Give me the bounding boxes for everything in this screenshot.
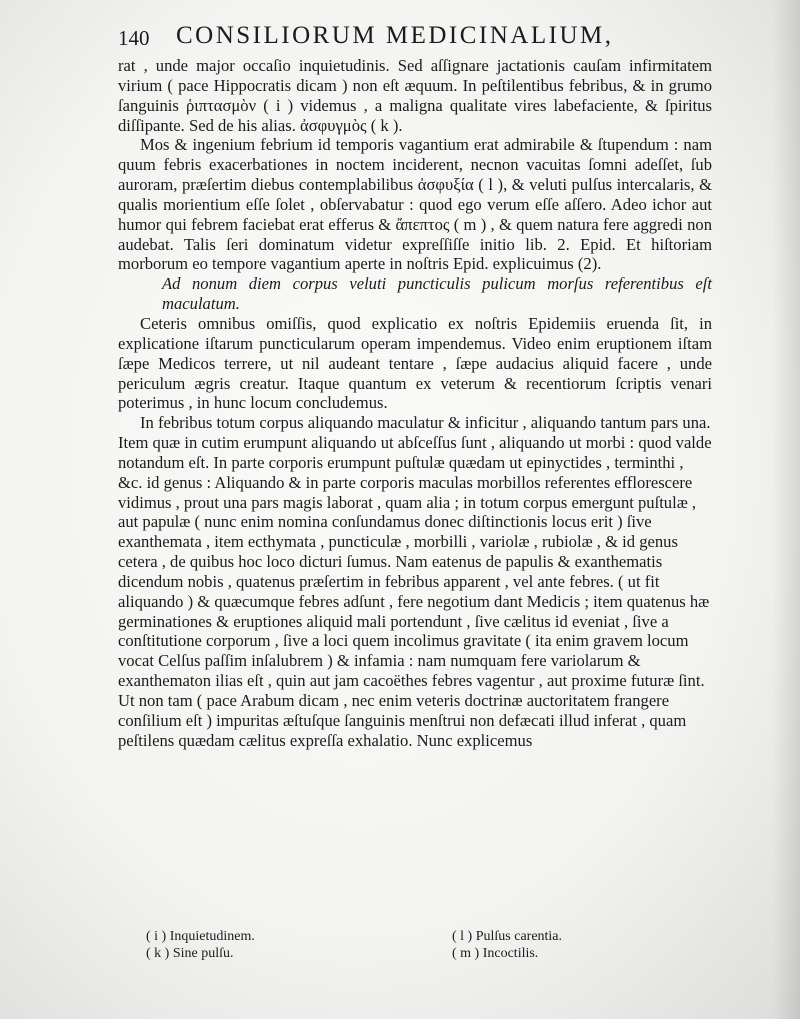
aphorism-quote: Ad nonum diem corpus veluti puncticulis pulicum morſus referentibus eſt maculatum.: [162, 274, 712, 314]
body-text: [118, 56, 712, 751]
page-gutter-shadow: [772, 0, 800, 1019]
paragraph: Mos & ingenium febrium id temporis vagantium erat admirabile & ſtupendum : nam quum febris exacerbationes in noctem inciderent, necnon vacuitas ſomni adeſſet, ſub auroram, præſertim diebus contemplabilibus ἀσφυξία ( l ), & veluti pulſus intercalaris, & qualis morientium eſſe ſolet , obſervabatur : quod ego verum eſſe aſſero. Adeo ichor aut humor qui febrem faciebat erat efferus & ἄπεπτος ( m ) , & quem natura fere aggredi non audebat. Talis ſeri dominatum videtur expreſſiſſe initio lib. 2. Epid. Et hiſtoriam morborum eo tempore vagantium aperte in noſtris Epid. explicuimus (2).: [118, 135, 712, 274]
footnote: ( l ) Pulſus carentia.: [452, 929, 563, 944]
paragraph: Ceteris omnibus omiſſis, quod explicatio ex noſtris Epidemiis eruenda ſit, in explicatione iſtarum puncticularum operam impendemus. Video enim eruptionem iſtam ſæpe Medicos terrere, ut nil audeant tentare , ſæpe audacius aliquid facere , unde periculum ægris creatur. Itaque quantum ex veterum & recentiorum ſcriptis venari poterimus , in hunc locum concludemus.: [118, 313, 712, 413]
footnote: ( k ) Sine pulſu.: [146, 946, 234, 961]
footnote: ( i ) Inquietudinem.: [146, 929, 255, 944]
page-header: [118, 22, 658, 54]
paragraph: rat , unde major occaſio inquietudinis. Sed aſſignare jactationis cauſam infirmitatem virium ( pace Hippocratis dicam ) non eſt æquum. In peſtilentibus febribus, & in grumo ſanguinis ῥιπτασμὸν ( i ) videmus , a maligna qualitate vires labefaciente, & ſpiritus diſſipante. Sed de his alias. ἀσφυγμὸς ( k ).: [118, 56, 712, 135]
paragraph: In febribus totum corpus aliquando maculatur & inficitur , aliquando tantum pars una. Item quæ in cutim erumpunt aliquando ut abſceſſus ſunt , aliquando ut morbi : quod valde notandum eſt. In parte corporis erumpunt puſtulæ quædam ut epinyctides , terminthi , &c. id genus : Aliquando & in parte corporis maculas morbillos referentes efflorescere vidimus , prout una pars magis laborat , quam alia ; in totum corpus emergunt puſtulæ , aut papulæ ( nunc enim nomina conſundamus donec diſtinctionis locus erit ) ſive exanthemata , item ecthymata , puncticulæ , morbilli , variolæ , rubiolæ , & id genus cetera , de quibus hoc loco dicturi ſumus. Nam eatenus de papulis & exanthematis dicendum nobis , quatenus præſertim in febribus apparent , vel ante febres. ( ut fit aliquando ) & quæcumque febres adſunt , fere negotium dant Medicis ; item quatenus hæ germinationes & eruptiones aliquid mali portendunt , ſive cælitus id eveniat , ſive a conſtitutione corporum , ſive a loci quem incolimus gravitate ( ita enim gravem locum vocat Celſus paſſim inſalubrem ) & infamia : nam numquam fere variolarum & exanthematon ilias eſt , quin aut jam cacoëthes febres vagentur , aut proxime futuræ ſint. Ut non tam ( pace Arabum dicam , nec enim veteris doctrinæ auctoritatem frangere conſilium eſt ) impuritas æſtuſque ſanguinis menſtrui non defæcati illud inferat , quam peſtilens quædam cælitus expreſſa exhalatio. Nunc explicemus: [118, 413, 712, 750]
running-head: CONSILIORUM MEDICINALIUM,: [176, 22, 614, 49]
footnote: ( m ) Incoctilis.: [452, 946, 539, 961]
page-number: 140: [118, 26, 150, 50]
